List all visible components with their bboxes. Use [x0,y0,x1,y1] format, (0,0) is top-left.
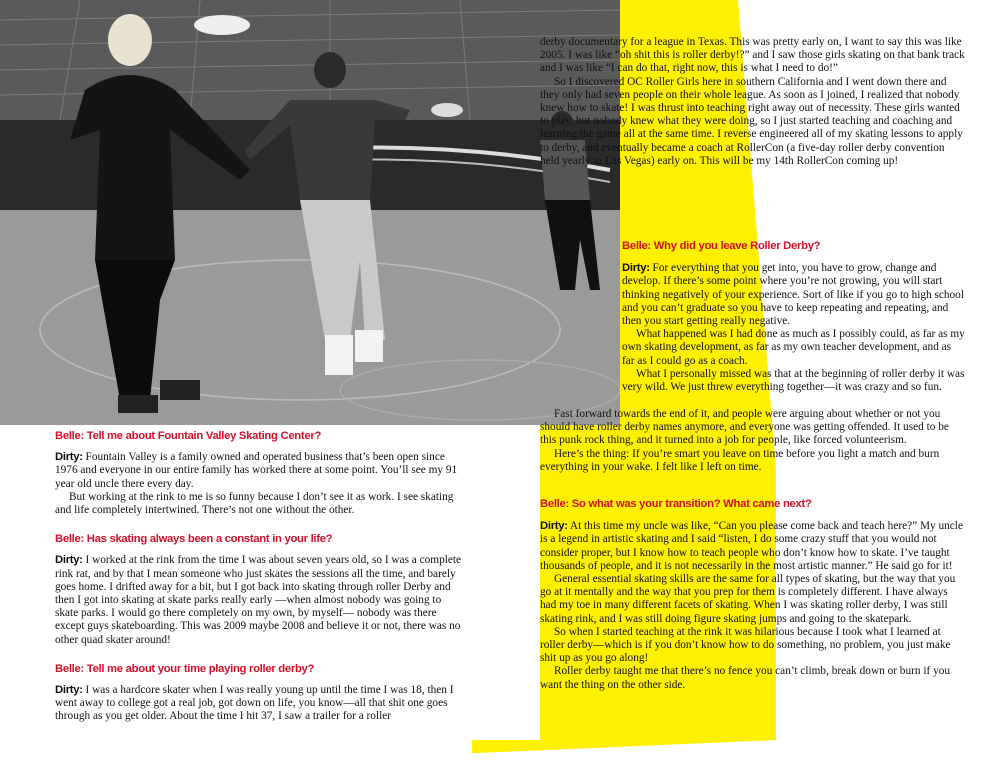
question-heading: Belle: Has skating always been a constant in your life? [55,533,333,546]
right-section-1-cont [540,408,965,692]
speaker-label: Dirty: [622,262,650,275]
answer-text: Fast forward towards the end of it, and people were arguing about whether or not you should have roller derby names anymore, and everyone was getting offended. It used to be this punk rock thing, and it turned into a job for people, like forced volunteerism. [540,408,949,447]
answer-text: I worked at the rink from the time I was about seven years old, so I was a complete rink rat, and by that I mean someone who just skates the sessions all the time, and barely goes home. I drifted away for a bit, but I got back into skating through roller Derby and then I got into skating at skate parks really early —when almost nobody was going to skate parks. I would go there completely on my own, by myself— nobody was there except guys skateboarding. This was 2009 maybe 2008 and believe it or not, there was no other quad skater around! [55,554,462,646]
answer-text: Fountain Valley is a family owned and operated business that’s been open since 1976 and everyone in our entire family has worked there at some point. You’ll see my 91 year old uncle there every day. [55,451,458,490]
question-heading: Belle: Tell me about Fountain Valley Skating Center? [55,430,322,442]
answer-text: For everything that you get into, you have to grow, change and develop. If there’s some point where you’re not growing, you will start thinking negatively of your experience. Sort of like if you go to high school and you can’t graduate so you have to keep repeating and repeating, and then you start getting really negative. [622,262,964,328]
question-heading: Belle: Why did you leave Roller Derby? [622,240,821,252]
answer-text: What happened was I had done as much as I possibly could, as far as my own skating development, as far as my own teacher development, and as far as I could go as a coach. [622,328,965,367]
answer-text: Roller derby taught me that there’s no fence you can’t climb, break down or burn if you want the thing on the other side. [540,665,951,691]
left-column [55,430,467,724]
roller-rink-photo [0,0,620,425]
question-heading: Belle: Tell me about your time playing roller derby? [55,662,315,675]
right-column [540,36,965,168]
answer-text: What I personally missed was that at the beginning of roller derby it was very wild. We just threw everything together—it was crazy and so fun. [622,367,965,394]
speaker-label: Dirty: [55,684,83,697]
answer-text: Here’s the thing: If you’re smart you leave on time before you light a match and burn everything in your wake. I felt like I left on time. [540,447,940,473]
question-heading: Belle: So what was your transition? What came next? [540,498,812,511]
speaker-label: Dirty: [55,554,83,567]
answer-text: At this time my uncle was like, “Can you please come back and teach here?” My uncle is a legend in artistic skating and I said “listen, I do some crazy stuff that you would not consider proper, but I know how to teach people who don’t know how to skate. I’ve taught thousands of people, and it is not necessarily in the most artistic manner.” He said go for it! [540,520,963,572]
speaker-label: Dirty: [55,451,83,464]
right-paragraph: So I discovered OC Roller Girls here in southern California and I went down there and they only had seven people on their whole league. As soon as I joined, I realized that nobody knew how to skate! I was thrust into teaching right away out of necessity. These girls wanted to play, but nobody knew what they were doing, so I just started teaching and coaching and learning the game all at the same time. I reverse engineered all of my skating lessons to apply to derby, and eventually became a coach at RollerCon (a five-day roller derby convention held yearly in Las Vegas) early on. This will be my 14th RollerCon coming up! [540,75,963,167]
answer-text: General essential skating skills are the same for all types of skating, but the way that you go at it mentally and the way that you prep for them is completely different. I have always had my toe in many different facets of skating. When I was skating roller derby, I was still skating rink, and I was still doing figure skating jumps and going to the skatepark. [540,573,956,625]
right-section-1 [622,240,965,394]
answer-text: But working at the rink to me is so funny because I don’t see it as work. I see skating and life completely intertwined. There’s not one without the other. [55,490,454,517]
speaker-label: Dirty: [540,520,568,533]
right-paragraph: derby documentary for a league in Texas. This was pretty early on, I want to say this was like 2005. I was like “oh shit this is roller derby!?” and I saw those girls skating on that bank track and I was like “I can do that, right now, this is what I need to do!” [540,36,965,75]
answer-text: So when I started teaching at the rink it was hilarious because I took what I learned at roller derby—which is if you don’t know how to do something, no problem, you just make shit up as you go along! [540,625,951,665]
answer-text: I was a hardcore skater when I was really young up until the time I was 18, then I went away to college got a real job, got down on life, you know—all that shit one goes through as you get older. About the time I hit 37, I saw a trailer for a roller [55,684,454,723]
